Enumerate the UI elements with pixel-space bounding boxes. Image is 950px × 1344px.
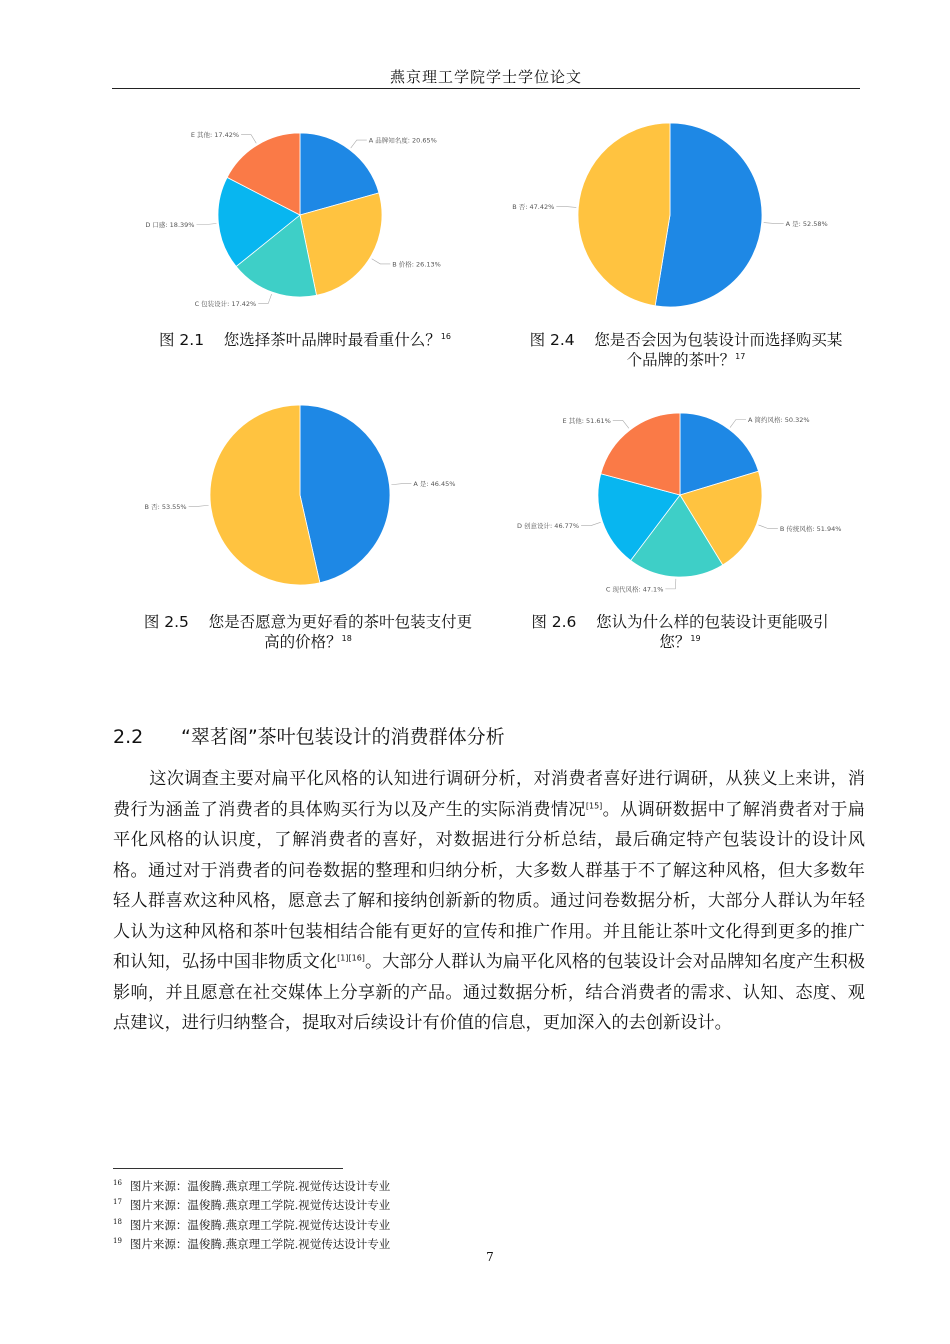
pie-chart-fig-2-5	[120, 395, 480, 609]
pie-chart-svg	[120, 110, 480, 320]
section-heading	[113, 722, 505, 749]
leader-line	[556, 207, 576, 208]
caption-text-line2: 个品牌的茶叶？	[626, 351, 736, 369]
slice-label: D 创意设计: 46.77%	[516, 522, 580, 531]
slice-label: E 其他: 17.42%	[190, 131, 240, 140]
leader-line	[764, 223, 784, 224]
footnote-text: 图片来源：温俊腾.燕京理工学院.视觉传达设计专业	[129, 1178, 391, 1193]
slice-label: A 是: 52.58%	[785, 219, 828, 228]
slice-label: A 品牌知名度: 20.65%	[368, 136, 437, 145]
caption-ref: 19	[690, 633, 701, 643]
pie-chart-svg	[500, 395, 860, 605]
slice-label: D 口感: 18.39%	[145, 221, 195, 230]
paragraph-part-1: 这次调查主要对扁平化风格的认知进行调研分析，对消费者喜好进行调研，从狭义上来讲，消费行为涵盖了消费者的具体购买行为以及产生的实际消费情况	[113, 769, 865, 820]
section-title-text: “翠茗阁”茶叶包装设计的消费群体分析	[181, 726, 505, 748]
running-header: 燕京理工学院学士学位论文	[389, 68, 582, 86]
leader-line	[196, 223, 216, 224]
leader-line	[665, 579, 675, 589]
caption-text-line2: 高的价格？	[264, 633, 342, 651]
caption-number: 图 2.6	[531, 613, 577, 631]
leader-line	[258, 294, 271, 303]
slice-label: B 否: 47.42%	[512, 203, 555, 212]
leader-line	[372, 259, 391, 264]
footnote-number: 19	[113, 1236, 122, 1245]
slice-label: C 包装设计: 17.42%	[194, 299, 257, 308]
slice-label: E 其他: 51.61%	[562, 416, 611, 425]
footnote-17	[113, 1194, 390, 1213]
leader-line	[241, 135, 256, 144]
header-rule	[112, 88, 860, 89]
leader-line	[613, 420, 629, 428]
footnote-rule	[113, 1168, 343, 1169]
footnote-number: 16	[113, 1179, 122, 1187]
footnote-16	[113, 1175, 390, 1194]
caption-fig-2-4	[496, 330, 876, 370]
footnote-number: 18	[113, 1217, 122, 1226]
leader-line	[351, 140, 367, 148]
caption-fig-2-1	[120, 330, 490, 350]
slice-label: C 现代风格: 47.1%	[605, 585, 664, 594]
footnote-text: 图片来源：温俊腾.燕京理工学院.视觉传达设计专业	[129, 1236, 391, 1251]
pie-chart-fig-2-4	[500, 110, 860, 324]
footnote-text: 图片来源：温俊腾.燕京理工学院.视觉传达设计专业	[129, 1217, 391, 1232]
caption-text: 您选择茶叶品牌时最看重什么？	[223, 331, 441, 349]
caption-text: 您认为什么样的包装设计更能吸引	[596, 613, 829, 631]
caption-ref: 16	[440, 331, 451, 341]
section-number: 2.2	[113, 726, 144, 748]
caption-text: 您是否会因为包装设计而选择购买某	[594, 331, 843, 349]
slice-label: B 价格: 26.13%	[392, 260, 441, 269]
leader-line	[758, 525, 777, 529]
caption-fig-2-6	[500, 612, 860, 652]
leader-line	[581, 522, 600, 525]
caption-number: 图 2.1	[159, 331, 205, 349]
slice-label: A 是: 46.45%	[413, 480, 456, 489]
leader-line	[391, 484, 411, 485]
caption-ref: 18	[341, 633, 352, 643]
pie-chart-fig-2-1	[120, 110, 480, 324]
paragraph-part-2: 。从调研数据中了解消费者对于扁平化风格的认识度，了解消费者的喜好，对数据进行分析总结，最后确定特产包装设计的设计风格。通过对于消费者的问卷数据的整理和归纳分析，大多数人群基于不了解这种风格，但大多数年轻人群喜欢这种风格，愿意去了解和接纳创新新的物质。通过问卷数据分析，大部分人群认为年轻人认为这种风格和茶叶包装相结合能有更好的宣传和推广作用。并且能让茶叶文化得到更多的推广和认知，弘扬中国非物质文化	[113, 799, 865, 972]
pie-chart-svg	[500, 110, 860, 320]
footnote-18	[113, 1214, 390, 1233]
slice-label: B 否: 53.55%	[144, 502, 187, 511]
leader-line	[730, 419, 746, 427]
paragraph-part-3: 。大部分人群认为扁平化风格的包装设计会对品牌知名度产生积极影响，并且愿意在社交媒体上分享新的产品。通过数据分析，结合消费者的需求、认知、态度、观点建议，进行归纳整合，提取对后续设计有价值的信息，更加深入的去创新设计。	[113, 952, 865, 1033]
caption-text-line2: 您？	[659, 633, 691, 651]
caption-number: 图 2.4	[529, 331, 575, 349]
citation-1-16: [1][16]	[337, 953, 365, 963]
caption-number: 图 2.5	[143, 613, 189, 631]
leader-line	[189, 505, 209, 506]
pie-slice	[655, 123, 762, 307]
caption-fig-2-5	[118, 612, 498, 652]
footnote-text: 图片来源：温俊腾.燕京理工学院.视觉传达设计专业	[129, 1198, 391, 1213]
caption-text: 您是否愿意为更好看的茶叶包装支付更	[208, 613, 473, 631]
citation-15: [15]	[585, 800, 603, 810]
caption-ref: 17	[735, 351, 746, 361]
pie-slice	[578, 123, 670, 306]
pie-chart-fig-2-6	[500, 395, 860, 609]
footnote-19	[113, 1233, 390, 1252]
slice-label: A 简约风格: 50.32%	[747, 415, 810, 424]
slice-label: B 传统风格: 51.94%	[779, 524, 842, 533]
page-number: 7	[486, 1250, 494, 1264]
body-paragraph	[113, 764, 865, 1039]
footnote-number: 17	[113, 1198, 122, 1207]
pie-chart-svg	[120, 395, 480, 605]
footnotes	[113, 1175, 390, 1252]
